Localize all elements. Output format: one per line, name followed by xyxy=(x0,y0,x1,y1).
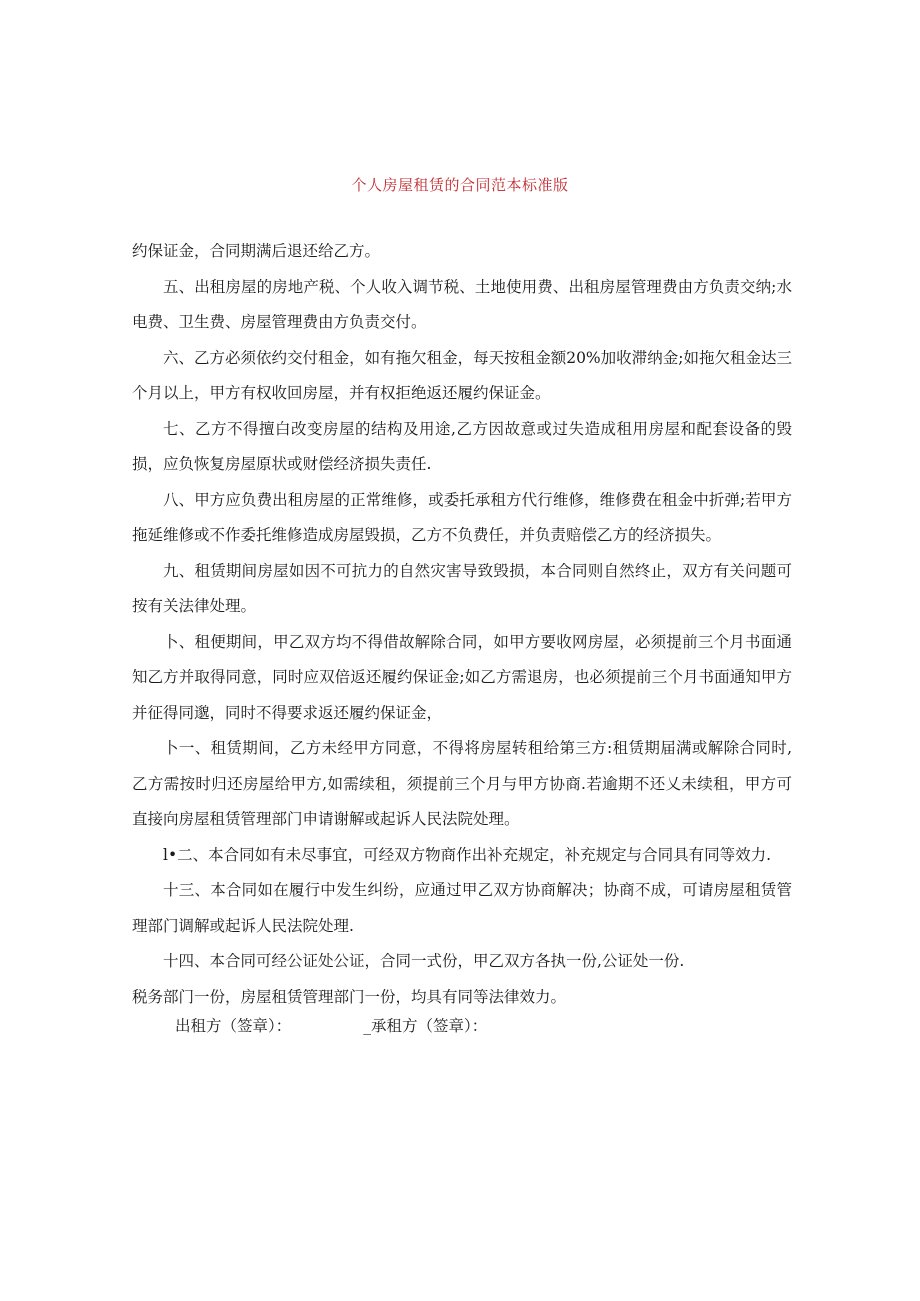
lessor-signature-label: 出租方（签章）： xyxy=(175,1017,292,1035)
paragraph-clause-7: 七、乙方不得擅白改变房屋的结构及用途,乙方因故意或过失造成租用房屋和配套设备的毁损，应负恢复房屋原状或财偿经济损失责任. xyxy=(132,419,792,473)
paragraph-clause-10: 卜、租便期间，甲乙双方均不得借故解除合同，如甲方要收网房屋，必须提前三个月书面通知乙方并取得同意，同时应双倍返还履约保证金;如乙方需退房，也必须提前三个月书面通知甲方并征得同邈，同时不得要求返还履约保证金， xyxy=(132,632,792,722)
paragraph-continuation: 约保证金，合同期满后退还给乙方。 xyxy=(132,242,381,260)
paragraph-clause-13: 十三、本合同如在履行中发生纠纷，应通过甲乙双方协商解决；协商不成，可请房屋租赁管理部门调解或起诉人民法院处理. xyxy=(132,881,792,935)
paragraph-clause-6: 六、乙方必须依约交付租金，如有拖欠租金，每天按租金额20%加收滞纳金;如拖欠租金达三个月以上，甲方有权收回房屋，并有权拒绝返还履约保证金。 xyxy=(132,348,792,402)
paragraph-clause-5: 五、出租房屋的房地产税、个人收入调节税、土地使用费、出租房屋管理费由方负责交纳;水电费、卫生费、房屋管理费由方负责交付。 xyxy=(132,277,792,331)
paragraph-clause-8: 八、甲方应负费出租房屋的正常维修，或委托承租方代行维修，维修费在租金中折弹;若甲方拖延维修或不作委托维修造成房屋毁损，乙方不负费任，并负责赔偿乙方的经济损失。 xyxy=(132,490,792,544)
paragraph-clause-14: 十四、本合同可经公证处公证，合同一式份，甲乙双方各执一份,公证处一份. xyxy=(163,952,685,970)
paragraph-clause-12: l•二、本合同如有未尽事宜，可经双方物商作出补充规定，补充规定与合同具有同等效力. xyxy=(163,845,772,864)
paragraph-tail: 税务部门一份，房屋租赁管理部门一份，均具有同等法律效力。 xyxy=(132,987,567,1006)
document-title: 个人房屋租赁的合同范本标准版 xyxy=(351,176,569,194)
lessee-signature-label: _承租方（签章）： xyxy=(363,1017,488,1035)
paragraph-clause-9: 九、租赁期间房屋如因不可抗力的自然灾害导致毁损，本合同则自然终止，双方有关问题可按有关法律处理。 xyxy=(132,561,792,615)
paragraph-clause-11: 卜一、租赁期间，乙方未经甲方同意，不得将房屋转租给第三方:租赁期届满或解除合同时,乙方需按时归还房屋给甲方,如需续租，须提前三个月与甲方协商.若逾期不还乂未续租，甲方可直接向房屋租赁管理部门申请谢解或起诉人民法院处理。 xyxy=(132,739,792,828)
signature-row xyxy=(132,1015,792,1037)
contract-body xyxy=(132,234,792,1037)
